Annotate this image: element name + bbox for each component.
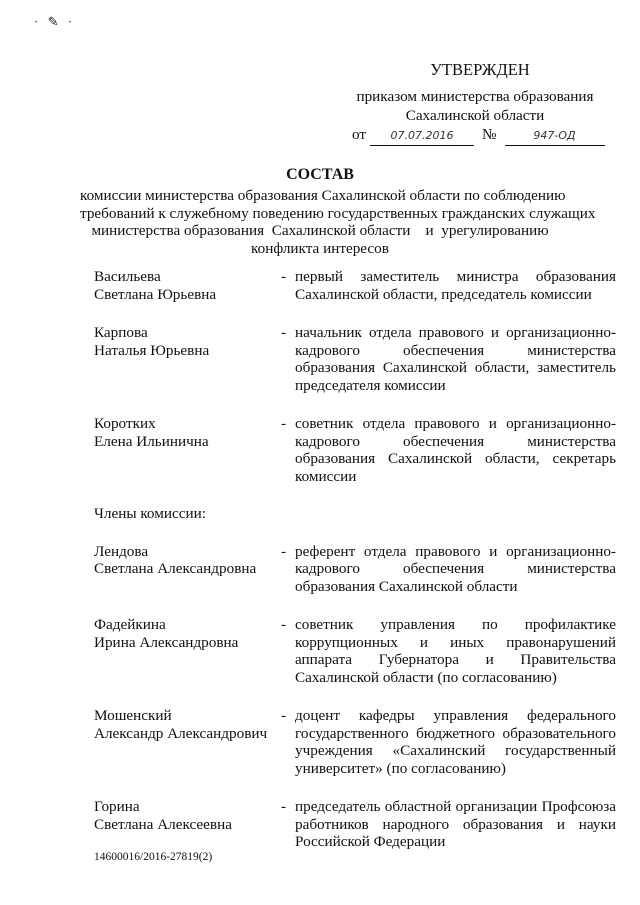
- member-given-names: Светлана Юрьевна: [94, 285, 217, 303]
- from-label: от: [352, 126, 367, 143]
- document-title: СОСТАВ: [286, 166, 354, 183]
- member-surname: Мошенский: [94, 707, 172, 724]
- approved-heading: УТВЕРЖДЕН: [430, 60, 530, 79]
- roster-entry: [94, 798, 616, 851]
- member-role: первый заместитель министра образования Сахалинской области, председатель комиссии: [295, 268, 616, 303]
- roster-entry: [94, 707, 616, 777]
- members-section-label: Члены комиссии:: [94, 505, 206, 522]
- roster-entry: [94, 324, 616, 394]
- member-role: доцент кафедры управления федерального государственного бюджетного образовательного учреждения «Сахалинский государственный университет» (по согласованию): [295, 707, 616, 777]
- member-name: [94, 415, 279, 450]
- entry-dash: -: [281, 707, 287, 724]
- subtitle-line: комиссии министерства образования Сахалинской области по соблюдению: [80, 187, 566, 204]
- member-role: председатель областной организации Профсоюза работников народного образования и науки Российской Федерации: [295, 798, 616, 850]
- roster-entry: [94, 268, 616, 303]
- member-given-names: Ирина Александровна: [94, 633, 239, 651]
- member-surname: Карпова: [94, 324, 148, 341]
- member-name: [94, 268, 279, 303]
- entry-dash: -: [281, 542, 287, 560]
- member-name: [94, 543, 279, 578]
- order-number: 947-ОД: [505, 126, 605, 146]
- subtitle-line: конфликта интересов: [251, 239, 389, 257]
- entry-dash: -: [281, 268, 287, 285]
- member-surname: Лендова: [94, 542, 149, 560]
- approval-block: [340, 60, 610, 146]
- approval-order-line2: Сахалинской области: [405, 107, 545, 124]
- approval-order-details: [340, 125, 610, 146]
- member-given-names: Наталья Юрьевна: [94, 341, 210, 359]
- commission-roster: [94, 268, 616, 851]
- document-code: 14600016/2016-27819(2): [94, 851, 213, 863]
- member-name: [94, 707, 279, 742]
- document-subtitle: [80, 187, 596, 257]
- member-given-names: Елена Ильинична: [94, 432, 209, 450]
- number-label: №: [482, 126, 497, 143]
- roster-entry: [94, 415, 616, 485]
- member-given-names: Светлана Алексеевна: [94, 815, 232, 833]
- entry-dash: -: [281, 324, 287, 341]
- member-role: советник отдела правового и организационно-кадрового обеспечения министерства образования Сахалинской области, секретарь комиссии: [295, 415, 616, 485]
- member-role: советник управления по профилактике коррупционных и иных правонарушений аппарата Губернатора и Правительства Сахалинской области (по согласованию): [295, 616, 616, 686]
- entry-dash: -: [281, 798, 287, 815]
- member-surname: Васильева: [94, 268, 161, 285]
- member-surname: Фадейкина: [94, 616, 166, 633]
- scan-marks: · ✎ ·: [34, 14, 76, 29]
- member-surname: Коротких: [94, 415, 156, 432]
- roster-entry: [94, 543, 616, 596]
- entry-dash: -: [281, 616, 287, 633]
- member-role: референт отдела правового и организационно-кадрового обеспечения министерства образования Сахалинской области: [295, 542, 616, 595]
- member-name: [94, 798, 279, 833]
- member-role: начальник отдела правового и организационно-кадрового обеспечения министерства образования Сахалинской области, заместитель председателя комиссии: [295, 324, 616, 394]
- entry-dash: -: [281, 415, 287, 432]
- member-given-names: Светлана Александровна: [94, 560, 257, 577]
- member-name: [94, 324, 279, 359]
- subtitle-line: требований к служебному поведению государственных гражданских служащих: [80, 204, 596, 222]
- approval-order-line1: приказом министерства образования: [356, 88, 594, 105]
- roster-entry: [94, 616, 616, 686]
- member-given-names: Александр Александрович: [94, 724, 268, 742]
- member-surname: Горина: [94, 798, 140, 815]
- subtitle-line: министерства образования Сахалинской области и урегулированию: [91, 222, 549, 239]
- order-date: 07.07.2016: [370, 126, 474, 146]
- member-name: [94, 616, 279, 651]
